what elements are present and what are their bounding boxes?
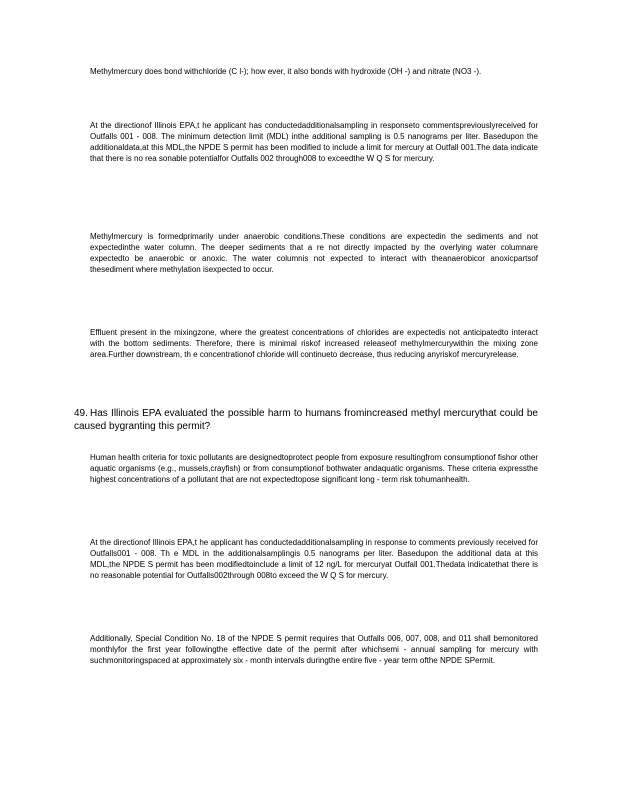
question-49 — [74, 408, 538, 433]
paragraph-methylmercury-bonding: Methylmercury does bond withchloride (C l-); how ever, it also bonds with hydroxide (OH -) and nitrate (NO3 -). — [90, 67, 482, 76]
paragraph-anaerobic-formation: Methylmercury is formedprimarily under anaerobic conditions.These conditions are expectedin the sediments and not expectedinthe water column. The deeper sediments that a re not directly impacted by the overlying water columnare expectedto be anaerobic or anoxic. The water columnis not expected to interact with theanaerobicor anoxicpartsof thesediment where methylation isexpected to occur. — [90, 232, 538, 274]
answer-health-criteria: Human health criteria for toxic pollutants are designedtoprotect people from exposure resultingfrom consumptionof fishor other aquatic organisms (e.g., mussels,crayfish) or from consumptionof bothwater andaquatic organisms. These criteria expressthe highest concentrations of a pollutant that are not expectedtopose significant long - term risk tohumanhealth. — [90, 453, 538, 484]
answer-special-condition: Additionally, Special Condition No. 18 of the NPDE S permit requires that Outfalls 006, 007, 008, and 011 shall bemonitored monthlyfor the first year followingthe effective date of the permit after whichsemi - annual sampling for mercury with suchmonitoringspaced at approximately six - month intervals duringthe entire five - year term ofthe NPDE SPermit. — [90, 634, 538, 665]
paragraph-additional-sampling: At the directionof Illinois EPA,t he applicant has conductedadditionalsampling in responseto commentspreviouslyreceived for Outfalls 001 - 008. The minimum detection limit (MDL) inthe additional sampling is 0.5 nanograms per liter. Basedupon the additionaldata,at this MDL,the NPDE S permit has been modified to include a limit for mercury at Outfall 001.The data indicate that there is no rea sonable potentialfor Outfalls 002 through008 to exceedthe W Q S for mercury. — [90, 121, 538, 163]
question-number: 49. — [74, 408, 88, 419]
answer-additional-sampling: At the directionof Illinois EPA,t he applicant has conductedadditionalsampling in response to comments previously received for Outfalls001 - 008. Th e MDL in the additionalsamplingis 0.5 nanograms per liter. Basedupon the additional data at this MDL,the NPDE S permit has been modifiedtoinclude a limit of 12 ng/L for mercuryat Outfall 001.Thedata indicatethat there is no reasonable potential for Outfalls002through 008to exceed the W Q S for mercury. — [90, 538, 538, 580]
paragraph-mixing-zone: Effluent present in the mixingzone, where the greatest concentrations of chlorides are expectedis not anticipatedto interact with the bottom sediments. Therefore, there is minimal riskof increased releaseof methylmercurywithin the mixing zone area.Further downstream, th e concentrationof chloride will continueto decrease, thus reducing anyriskof mercuryrelease. — [90, 328, 538, 359]
question-text: Has Illinois EPA evaluated the possible harm to humans fromincreased methyl mercurythat could be caused bygranting this permit? — [74, 408, 538, 432]
